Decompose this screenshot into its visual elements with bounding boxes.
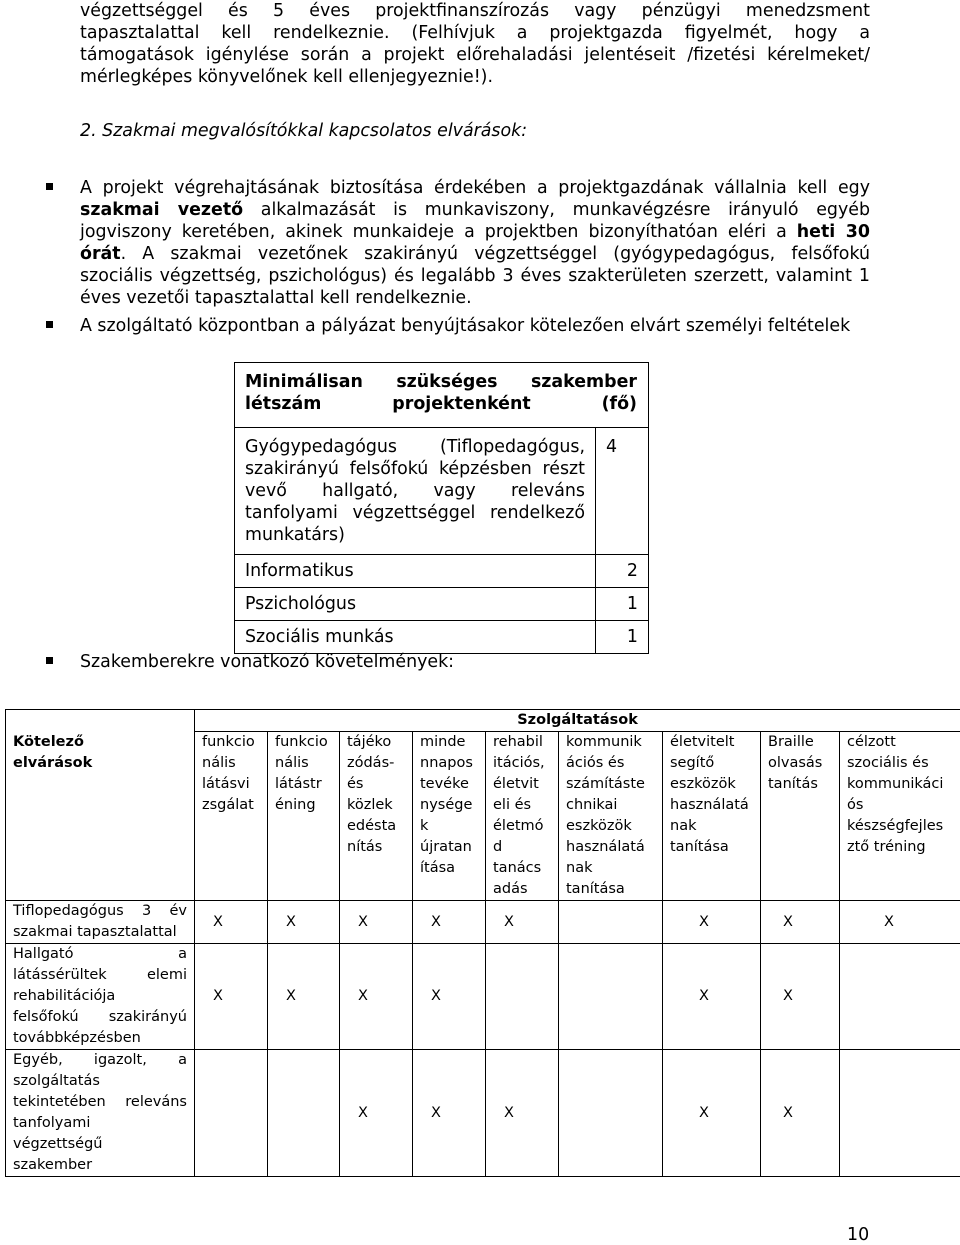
bullet1-text: A projekt végrehajtásának biztosítása érdekében a projektgazdának vállalnia kell egy — [80, 178, 870, 198]
req-row-label: Hallgató a látássérültek elemi rehabilitációja felsőfokú szakirányú továbbképzésben — [6, 944, 195, 1050]
req-column-header: funkcio nális látástr éning — [268, 732, 340, 901]
req-column-header: funkcio nális látásvi zsgálat — [195, 732, 268, 901]
bullet1-bold-hours: heti 30 órát — [80, 222, 870, 264]
staff-table — [234, 362, 649, 654]
staff-row — [235, 555, 649, 588]
staff-count: 1 — [596, 588, 649, 621]
req-row-header-cell — [6, 710, 195, 901]
req-mark: X — [663, 901, 761, 944]
req-mark — [195, 1050, 268, 1177]
staff-row — [235, 588, 649, 621]
req-mark — [559, 944, 663, 1050]
req-mark: X — [663, 1050, 761, 1177]
staff-role: Pszichológus — [235, 588, 596, 621]
req-group-header-row — [6, 710, 960, 732]
req-mark: X — [340, 1050, 413, 1177]
req-mark — [268, 1050, 340, 1177]
intro-line: támogatások igénylése során a projekt előrehaladási jelentéseit /fizetési kérelmeket/ — [80, 44, 870, 66]
req-column-header: rehabil itációs, életvit eli és életmó d tanács adás — [486, 732, 559, 901]
bullet3-text: Szakemberekre vonatkozó követelmények: — [80, 651, 870, 673]
req-mark — [840, 944, 960, 1050]
bullet1-paragraph — [80, 177, 870, 309]
bullet1-text: alkalmazását is munkaviszony, munkavégzésre irányuló egyéb jogviszony keretében, akinek munkaideje a projektben bizonyíthatóan eléri a — [80, 200, 870, 242]
req-mark: X — [340, 901, 413, 944]
req-row-header: Kötelező elvárások — [13, 732, 103, 774]
req-row-label: Tiflopedagógus 3 év szakmai tapasztalattal — [6, 901, 195, 944]
req-mark: X — [761, 1050, 840, 1177]
staff-header-text: Minimálisan szükséges szakember létszám projektenként (fő) — [245, 371, 637, 415]
staff-table-header — [235, 363, 649, 428]
page-number: 10 — [847, 1225, 869, 1245]
req-column-header: életvitelt segítő eszközök használatá nak tanítása — [663, 732, 761, 901]
staff-role: Informatikus — [235, 555, 596, 588]
bullet1-bold-leader: szakmai vezető — [80, 200, 243, 220]
bullet2-paragraph: A szolgáltató központban a pályázat benyújtásakor kötelezően elvárt személyi feltételek — [80, 315, 870, 337]
req-row — [6, 901, 960, 944]
req-mark: X — [486, 1050, 559, 1177]
staff-role: Szociális munkás — [235, 621, 596, 654]
req-column-header: minde nnapos tevéke nysége k újratan ítása — [413, 732, 486, 901]
req-mark: X — [413, 944, 486, 1050]
req-mark — [486, 944, 559, 1050]
req-column-header: Braille olvasás tanítás — [761, 732, 840, 901]
req-mark: X — [486, 901, 559, 944]
section-heading: 2. Szakmai megvalósítókkal kapcsolatos elvárások: — [80, 121, 527, 141]
req-row — [6, 1050, 960, 1177]
bullet1-text: . A szakmai vezetőnek szakirányú végzettséggel (gyógypedagógus, felsőfokú szociális végzettség, pszichológus) és legalább 3 éves szakterületen szerzett, valamint 1 éves vezetői tapasztalattal kell rendelkeznie. — [80, 244, 870, 308]
requirements-table — [5, 709, 960, 1177]
req-mark — [559, 901, 663, 944]
req-group-header: Szolgáltatások — [195, 710, 960, 732]
intro-line: tapasztalattal kell rendelkeznie. (Felhívjuk a projektgazda figyelmét, hogy a — [80, 22, 870, 44]
req-column-header: célzott szociális és kommunikáci ós készségfejles ztő tréning — [840, 732, 960, 901]
req-mark: X — [413, 901, 486, 944]
bullet-marker — [46, 183, 53, 190]
staff-role: Gyógypedagógus (Tiflopedagógus, szakirányú felsőfokú képzésben részt vevő hallgató, vagy releváns tanfolyami végzettséggel rendelkező munkatárs) — [235, 428, 596, 555]
intro-paragraph — [80, 0, 870, 88]
staff-count: 1 — [596, 621, 649, 654]
req-column-header: kommunik ációs és számításte chnikai eszközök használatá nak tanítása — [559, 732, 663, 901]
intro-line: mérlegképes könyvelőnek kell ellenjegyeznie!). — [80, 66, 870, 88]
req-mark: X — [663, 944, 761, 1050]
staff-row — [235, 428, 649, 555]
req-mark — [559, 1050, 663, 1177]
req-column-header: tájéko zódás- és közlek edésta nítás — [340, 732, 413, 901]
req-row — [6, 944, 960, 1050]
staff-row — [235, 621, 649, 654]
req-mark: X — [195, 944, 268, 1050]
intro-line: végzettséggel és 5 éves projektfinanszírozás vagy pénzügyi menedzsment — [80, 0, 870, 22]
req-mark: X — [761, 944, 840, 1050]
staff-table-header-row — [235, 363, 649, 428]
req-mark: X — [413, 1050, 486, 1177]
staff-count: 2 — [596, 555, 649, 588]
req-mark: X — [840, 901, 960, 944]
staff-count: 4 — [596, 428, 649, 555]
bullet-marker — [46, 321, 53, 328]
req-mark: X — [268, 901, 340, 944]
req-mark: X — [340, 944, 413, 1050]
req-mark — [840, 1050, 960, 1177]
req-mark: X — [761, 901, 840, 944]
req-mark: X — [195, 901, 268, 944]
req-row-label: Egyéb, igazolt, a szolgáltatás tekintetében releváns tanfolyami végzettségű szakember — [6, 1050, 195, 1177]
req-mark: X — [268, 944, 340, 1050]
bullet-marker — [46, 657, 53, 664]
